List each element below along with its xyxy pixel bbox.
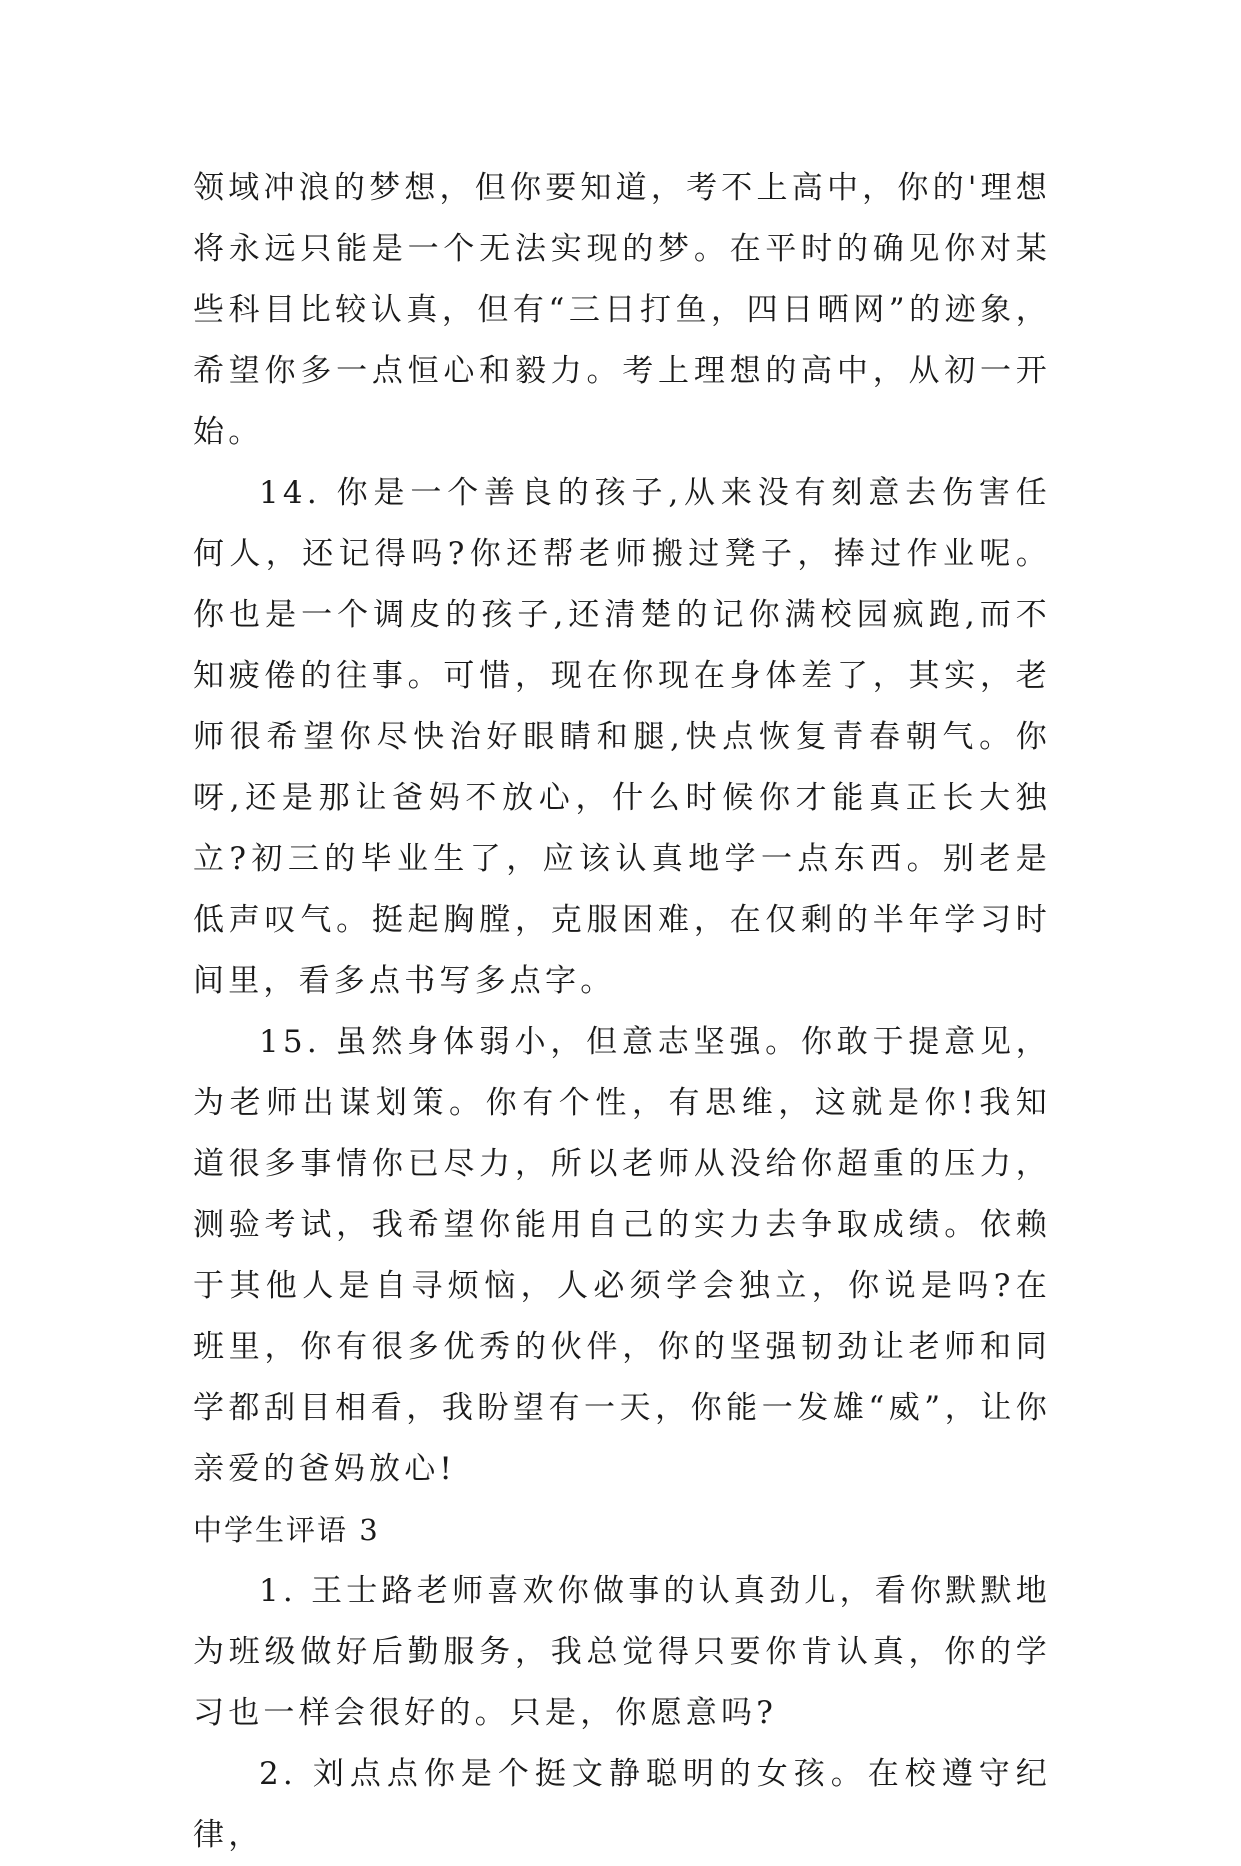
document-page	[193, 158, 1051, 1866]
paragraph-continuation: 领域冲浪的梦想，但你要知道，考不上高中，你的'理想将永远只能是一个无法实现的梦。在平时的确见你对某些科目比较认真，但有“三日打鱼，四日晒网”的迹象，希望你多一点恒心和毅力。考上理想的高中，从初一开始。	[193, 170, 1051, 450]
paragraph-item-15: 15. 虽然身体弱小，但意志坚强。你敢于提意见，为老师出谋划策。你有个性，有思维，这就是你!我知道很多事情你已尽力，所以老师从没给你超重的压力，测验考试，我希望你能用自己的实力去争取成绩。依赖于其他人是自寻烦恼，人必须学会独立，你说是吗?在班里，你有很多优秀的伙伴，你的坚强韧劲让老师和同学都刮目相看，我盼望有一天，你能一发雄“威”，让你亲爱的爸妈放心!	[193, 1024, 1051, 1487]
section-heading: 中学生评语 3	[193, 1513, 380, 1547]
paragraph-item-14: 14. 你是一个善良的孩子,从来没有刻意去伤害任何人，还记得吗?你还帮老师搬过凳子，捧过作业呢。你也是一个调皮的孩子,还清楚的记你满校园疯跑,而不知疲倦的往事。可惜，现在你现在身体差了，其实，老师很希望你尽快治好眼睛和腿,快点恢复青春朝气。你呀,还是那让爸妈不放心，什么时候你才能真正长大独立?初三的毕业生了，应该认真地学一点东西。别老是低声叹气。挺起胸膛，克服困难，在仅剩的半年学习时间里，看多点书写多点字。	[193, 475, 1051, 999]
paragraph-item-2: 2. 刘点点你是个挺文静聪明的女孩。在校遵守纪律，	[193, 1756, 1051, 1853]
paragraph-item-1: 1. 王士路老师喜欢你做事的认真劲儿，看你默默地为班级做好后勤服务，我总觉得只要你肯认真，你的学习也一样会很好的。只是，你愿意吗?	[193, 1573, 1051, 1731]
